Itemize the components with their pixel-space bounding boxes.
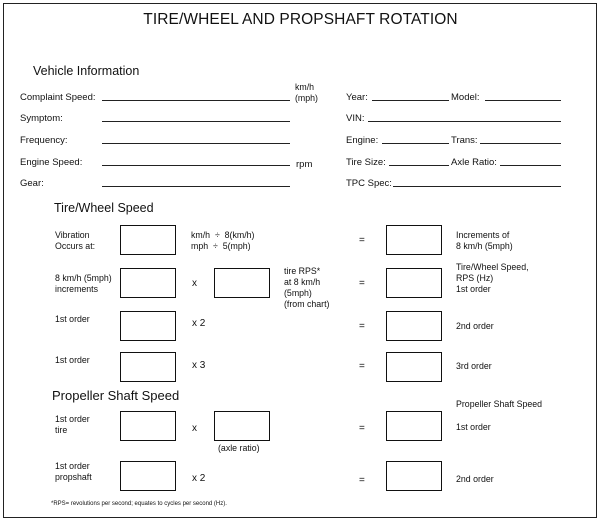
engine-label: Engine: [346,135,379,146]
conversion-formula: km/h ÷ 8(km/h) mph ÷ 5(mph) [191,230,255,251]
gear-label: Gear: [20,178,44,189]
year-label: Year: [346,92,368,103]
tire-size-label: Tire Size: [346,157,386,168]
footnote: *RPS= revolutions per second; equates to cycles per second (Hz). [51,501,227,507]
tpc-spec-field[interactable] [393,186,561,187]
equals-sign: = [359,475,365,486]
tire-wheel-heading: Tire/Wheel Speed [54,201,154,215]
frequency-field[interactable] [102,143,290,144]
engine-field[interactable] [382,143,449,144]
increments-label: 8 km/h (5mph) increments [55,273,112,294]
tire-size-field[interactable] [389,165,449,166]
complaint-speed-unit: km/h (mph) [295,82,318,103]
equals-sign: = [359,278,365,289]
first-order-propshaft-box[interactable] [120,461,176,491]
equals-sign: = [359,423,365,434]
times-two: x 2 [192,473,206,484]
multiply-sign: x [192,278,197,289]
engine-speed-unit: rpm [296,159,313,170]
increments-input-box[interactable] [120,268,176,298]
propshaft-heading: Propeller Shaft Speed [52,388,180,403]
model-field[interactable] [485,100,561,101]
tire-wheel-speed-box[interactable] [386,268,442,298]
first-order-propshaft-label: 1st order propshaft [55,461,92,482]
trans-label: Trans: [451,135,478,146]
vibration-speed-box[interactable] [120,225,176,255]
form-frame [3,3,597,518]
year-field[interactable] [372,100,449,101]
first-order-label: 1st order [55,355,90,365]
propshaft-first-order-label: 1st order [456,422,491,432]
third-order-box[interactable] [386,352,442,382]
tire-wheel-speed-label: Tire/Wheel Speed, RPS (Hz) 1st order [456,262,529,294]
tpc-spec-label: TPC Spec: [346,178,392,189]
first-order-tire-box[interactable] [120,411,176,441]
equals-sign: = [359,361,365,372]
first-order-label: 1st order [55,314,90,324]
tire-rps-label: tire RPS* at 8 km/h (5mph) (from chart) [284,266,330,309]
vibration-label: Vibration Occurs at: [55,230,96,251]
propshaft-second-order-box[interactable] [386,461,442,491]
times-three: x 3 [192,360,206,371]
second-order-label: 2nd order [456,321,494,331]
equals-sign: = [359,235,365,246]
increments-result-label: Increments of 8 km/h (5mph) [456,230,513,251]
vin-label: VIN: [346,113,365,124]
propshaft-right-heading: Propeller Shaft Speed [456,399,543,409]
axle-ratio-box[interactable] [214,411,270,441]
equals-sign: = [359,321,365,332]
first-order-box[interactable] [120,352,176,382]
complaint-speed-field[interactable] [102,100,290,101]
increments-box[interactable] [386,225,442,255]
axle-ratio-field[interactable] [500,165,561,166]
engine-speed-field[interactable] [102,165,290,166]
frequency-label: Frequency: [20,135,68,146]
vin-field[interactable] [368,121,561,122]
axle-ratio-caption: (axle ratio) [218,443,260,453]
form-title: TIRE/WHEEL AND PROPSHAFT ROTATION [143,11,458,28]
tire-rps-box[interactable] [214,268,270,298]
vehicle-info-heading: Vehicle Information [33,64,140,78]
second-order-box[interactable] [386,311,442,341]
first-order-tire-label: 1st order tire [55,414,90,435]
times-two: x 2 [192,318,206,329]
propshaft-first-order-box[interactable] [386,411,442,441]
trans-field[interactable] [480,143,561,144]
symptom-label: Symptom: [20,113,63,124]
model-label: Model: [451,92,480,103]
engine-speed-label: Engine Speed: [20,157,83,168]
axle-ratio-label: Axle Ratio: [451,157,497,168]
propshaft-second-order-label: 2nd order [456,474,494,484]
first-order-box[interactable] [120,311,176,341]
third-order-label: 3rd order [456,361,492,371]
complaint-speed-label: Complaint Speed: [20,92,96,103]
multiply-sign: x [192,423,197,434]
gear-field[interactable] [102,186,290,187]
symptom-field[interactable] [102,121,290,122]
